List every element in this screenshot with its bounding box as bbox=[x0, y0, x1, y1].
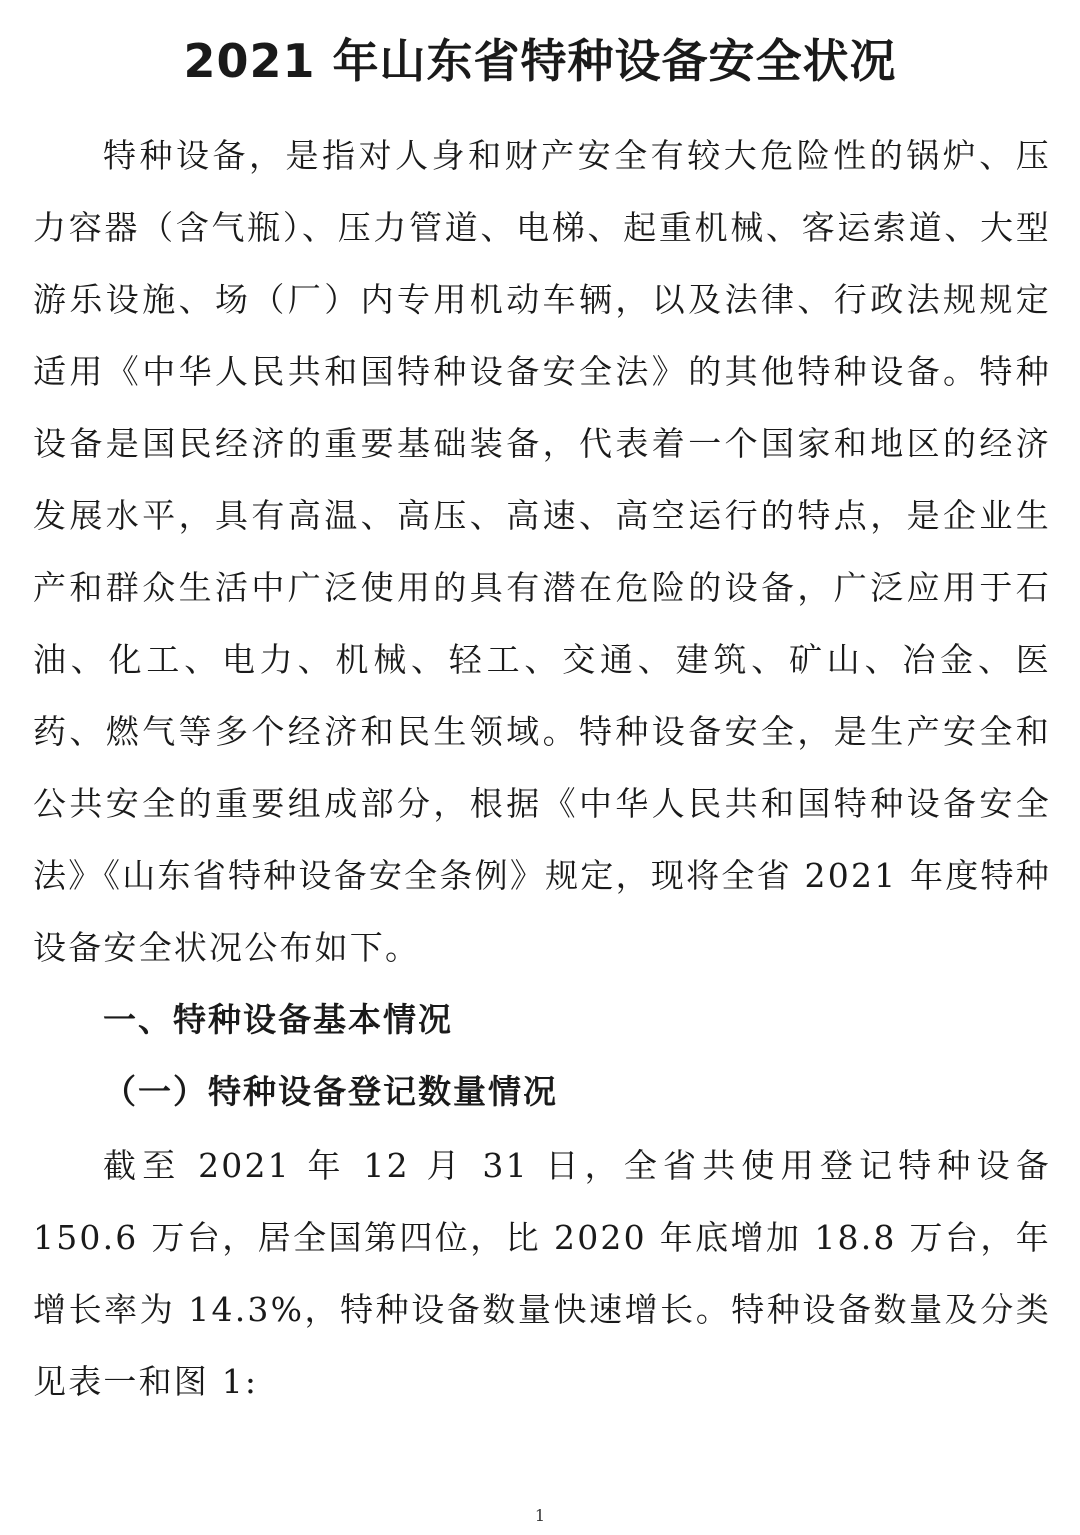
document-title: 2021 年山东省特种设备安全状况 bbox=[183, 33, 897, 88]
subsection-heading: （一）特种设备登记数量情况 bbox=[103, 1072, 558, 1111]
intro-paragraph: 特种设备，是指对人身和财产安全有较大危险性的锅炉、压力容器（含气瓶）、压力管道、电梯、起重机械、客运索道、大型游乐设施、场（厂）内专用机动车辆，以及法律、行政法规规定适用《中华人民共和国特种设备安全法》的其他特种设备。特种设备是国民经济的重要基础装备，代表着一个国家和地区的经济发展水平，具有高温、高压、高速、高空运行的特点，是企业生产和群众生活中广泛使用的具有潜在危险的设备，广泛应用于石油、化工、电力、机械、轻工、交通、建筑、矿山、冶金、医药、燃气等多个经济和民生领域。特种设备安全，是生产安全和公共安全的重要组成部分，根据《中华人民共和国特种设备安全法》《山东省特种设备安全条例》规定，现将全省 2021 年度特种设备安全状况公布如下。 bbox=[33, 136, 1051, 967]
section-heading: 一、特种设备基本情况 bbox=[103, 1000, 453, 1039]
registration-paragraph: 截至 2021 年 12 月 31 日，全省共使用登记特种设备 150.6 万台，居全国第四位，比 2020 年底增加 18.8 万台，年增长率为 14.3%，特种设备数量快速增长。特种设备数量及分类见表一和图 1: bbox=[33, 1146, 1051, 1401]
page-number: 1 bbox=[534, 1506, 546, 1525]
